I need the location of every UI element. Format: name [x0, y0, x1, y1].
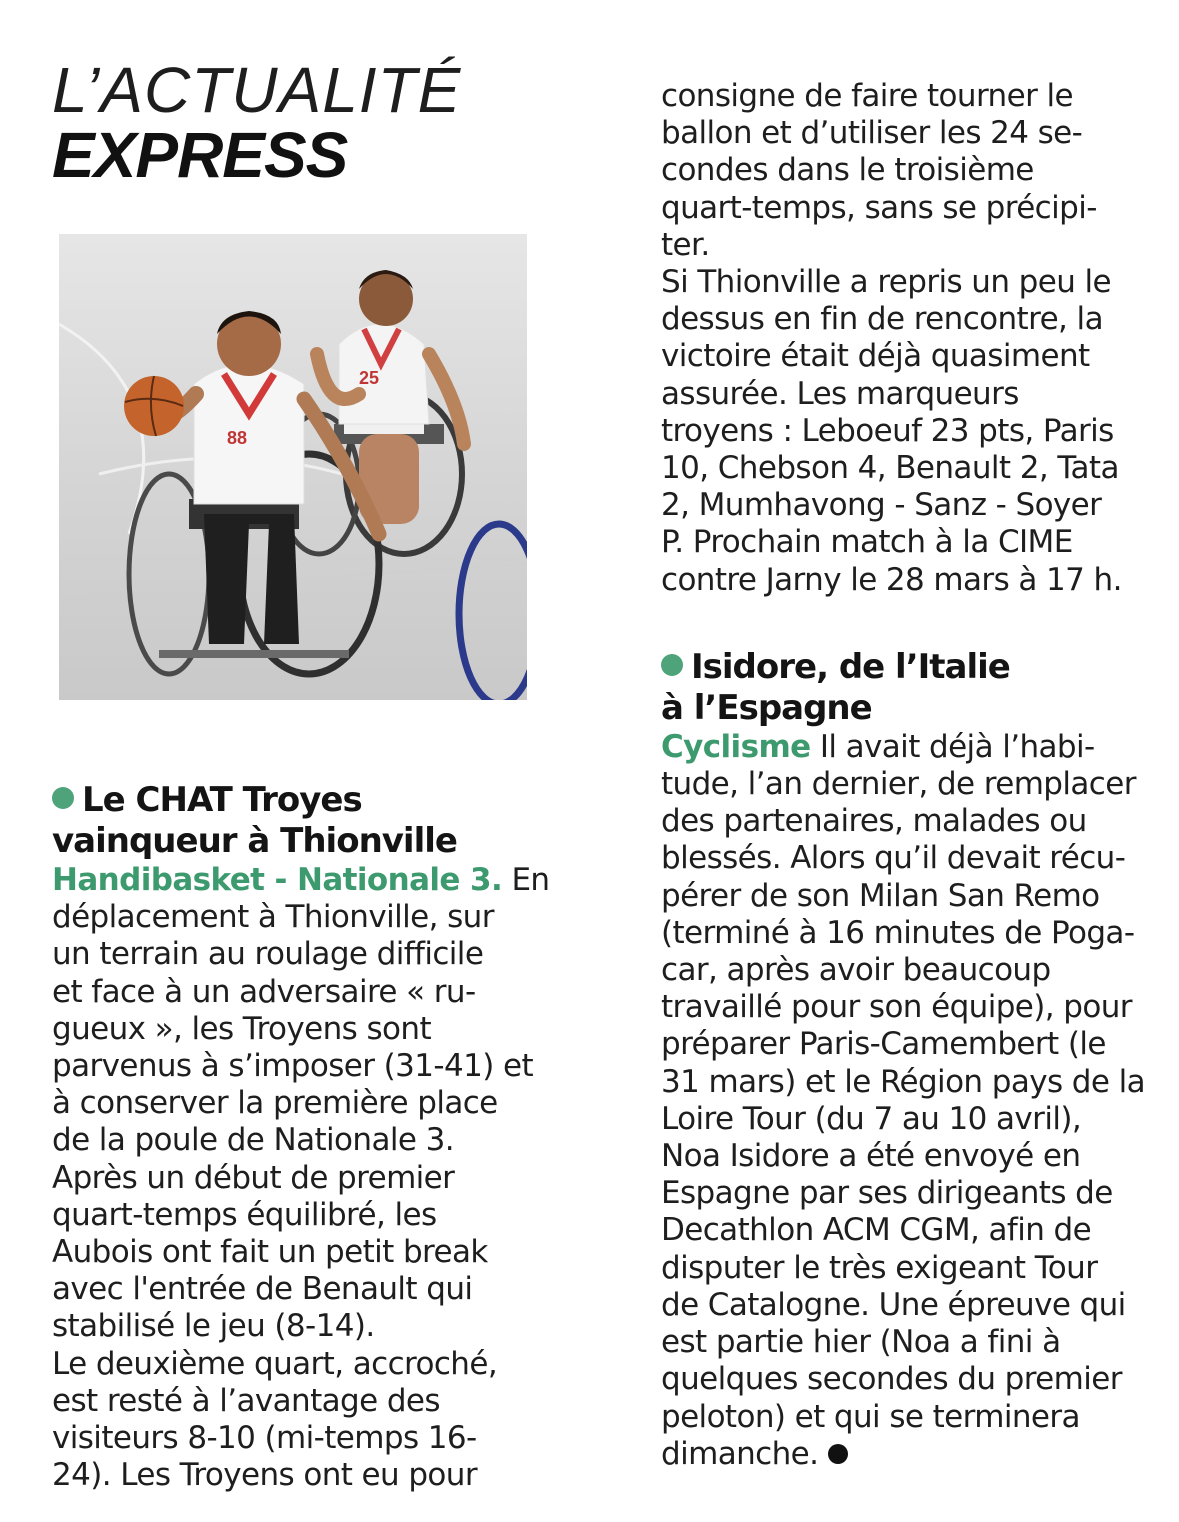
body-line: un terrain au roulage difficile [52, 936, 484, 973]
body-line: est partie hier (Noa a fini à [661, 1324, 1061, 1361]
body-line: pérer de son Milan San Remo [661, 877, 1100, 914]
body-line: visiteurs 8-10 (mi-temps 16- [52, 1420, 477, 1457]
body-line: et face à un adversaire « ru- [52, 973, 476, 1010]
body-line: ballon et d’utiliser les 24 se- [661, 115, 1083, 152]
article-headline [661, 647, 1151, 688]
body-line: avec l'entrée de Benault qui [52, 1271, 473, 1308]
body-line: assurée. Les marqueurs [661, 375, 1019, 412]
article-handibasket [52, 780, 550, 1494]
body-line: Aubois ont fait un petit break [52, 1234, 488, 1271]
body-text: En [502, 862, 550, 898]
end-mark-icon [828, 1444, 848, 1464]
section-masthead [52, 54, 462, 191]
body-line: 2, Mumhavong - Sanz - Soyer [661, 487, 1102, 524]
body-line: car, après avoir beaucoup [661, 952, 1051, 989]
jersey-number-88: 88 [227, 428, 248, 448]
body-line: est resté à l’avantage des [52, 1382, 440, 1419]
article-headline [52, 780, 542, 821]
body-line: parvenus à s’imposer (31-41) et [52, 1048, 534, 1085]
body-line: Loire Tour (du 7 au 10 avril), [661, 1100, 1082, 1137]
article-body [661, 766, 1151, 1436]
headline-line2: à l’Espagne [661, 687, 872, 728]
body-line [52, 862, 550, 899]
body-text: dimanche. [661, 1435, 819, 1472]
body-line: 31 mars) et le Région pays de la [661, 1063, 1145, 1100]
article-kicker: Handibasket - Nationale 3. [52, 862, 503, 898]
body-line: 24). Les Troyens ont eu pour [52, 1457, 477, 1494]
body-line [661, 729, 1151, 766]
body-line: Espagne par ses dirigeants de [661, 1175, 1113, 1212]
body-line: victoire était déjà quasiment [661, 338, 1090, 375]
body-line: consigne de faire tourner le [661, 78, 1073, 114]
body-line: contre Jarny le 28 mars à 17 h. [661, 561, 1122, 598]
body-line: préparer Paris-Camembert (le [661, 1026, 1106, 1063]
body-line: quelques secondes du premier [661, 1361, 1122, 1398]
body-line: travaillé pour son équipe), pour [661, 989, 1132, 1026]
body-line: gueux », les Troyens sont [52, 1010, 432, 1047]
body-line: tude, l’an dernier, de remplacer [661, 766, 1136, 803]
article-body-continued [661, 78, 1151, 599]
body-text: Il avait déjà l’habi- [810, 728, 1095, 765]
body-line: stabilisé le jeu (8-14). [52, 1308, 375, 1345]
body-line: ter. [661, 226, 710, 263]
body-line: Si Thionville a repris un peu le [661, 264, 1111, 301]
article-cyclisme [661, 647, 1151, 1473]
masthead-line1: L’ACTUALITÉ [52, 54, 462, 126]
body-line: P. Prochain match à la CIME [661, 524, 1073, 561]
right-column [661, 78, 1151, 1473]
body-line: quart-temps équilibré, les [52, 1196, 437, 1233]
jersey-number-25: 25 [359, 368, 380, 388]
body-line: disputer le très exigeant Tour [661, 1249, 1098, 1286]
headline-line1: Isidore, de l’Italie [691, 646, 1010, 687]
body-line: déplacement à Thionville, sur [52, 899, 494, 936]
body-line-last [661, 1436, 1151, 1473]
headline-line2: vainqueur à Thionville [52, 821, 457, 861]
body-line: à conserver la première place [52, 1085, 498, 1122]
body-line: Decathlon ACM CGM, afin de [661, 1212, 1092, 1249]
body-line: Noa Isidore a été envoyé en [661, 1138, 1081, 1175]
body-line: blessés. Alors qu’il devait récu- [661, 840, 1126, 877]
headline-line1: Le CHAT Troyes [82, 780, 362, 820]
bullet-icon [52, 787, 74, 809]
article-photo [59, 234, 527, 700]
body-line: des partenaires, malades ou [661, 803, 1087, 840]
body-line: dessus en fin de rencontre, la [661, 301, 1103, 338]
article-kicker: Cyclisme [661, 728, 811, 765]
bullet-icon [661, 654, 683, 676]
body-line: Après un début de premier [52, 1159, 455, 1196]
body-line: condes dans le troisième [661, 152, 1034, 189]
body-line: peloton) et qui se terminera [661, 1398, 1080, 1435]
body-line: quart-temps, sans se précipi- [661, 189, 1097, 226]
body-line: de Catalogne. Une épreuve qui [661, 1286, 1126, 1323]
article-body [52, 899, 542, 1494]
body-line: 10, Chebson 4, Benault 2, Tata [661, 450, 1119, 487]
wheelchair-basketball-illustration [59, 234, 527, 700]
masthead-line2: EXPRESS [52, 119, 348, 191]
body-line: troyens : Leboeuf 23 pts, Paris [661, 412, 1114, 449]
body-line: (terminé à 16 minutes de Poga- [661, 914, 1135, 951]
body-line: de la poule de Nationale 3. [52, 1122, 454, 1159]
body-line: Le deuxième quart, accroché, [52, 1345, 498, 1382]
